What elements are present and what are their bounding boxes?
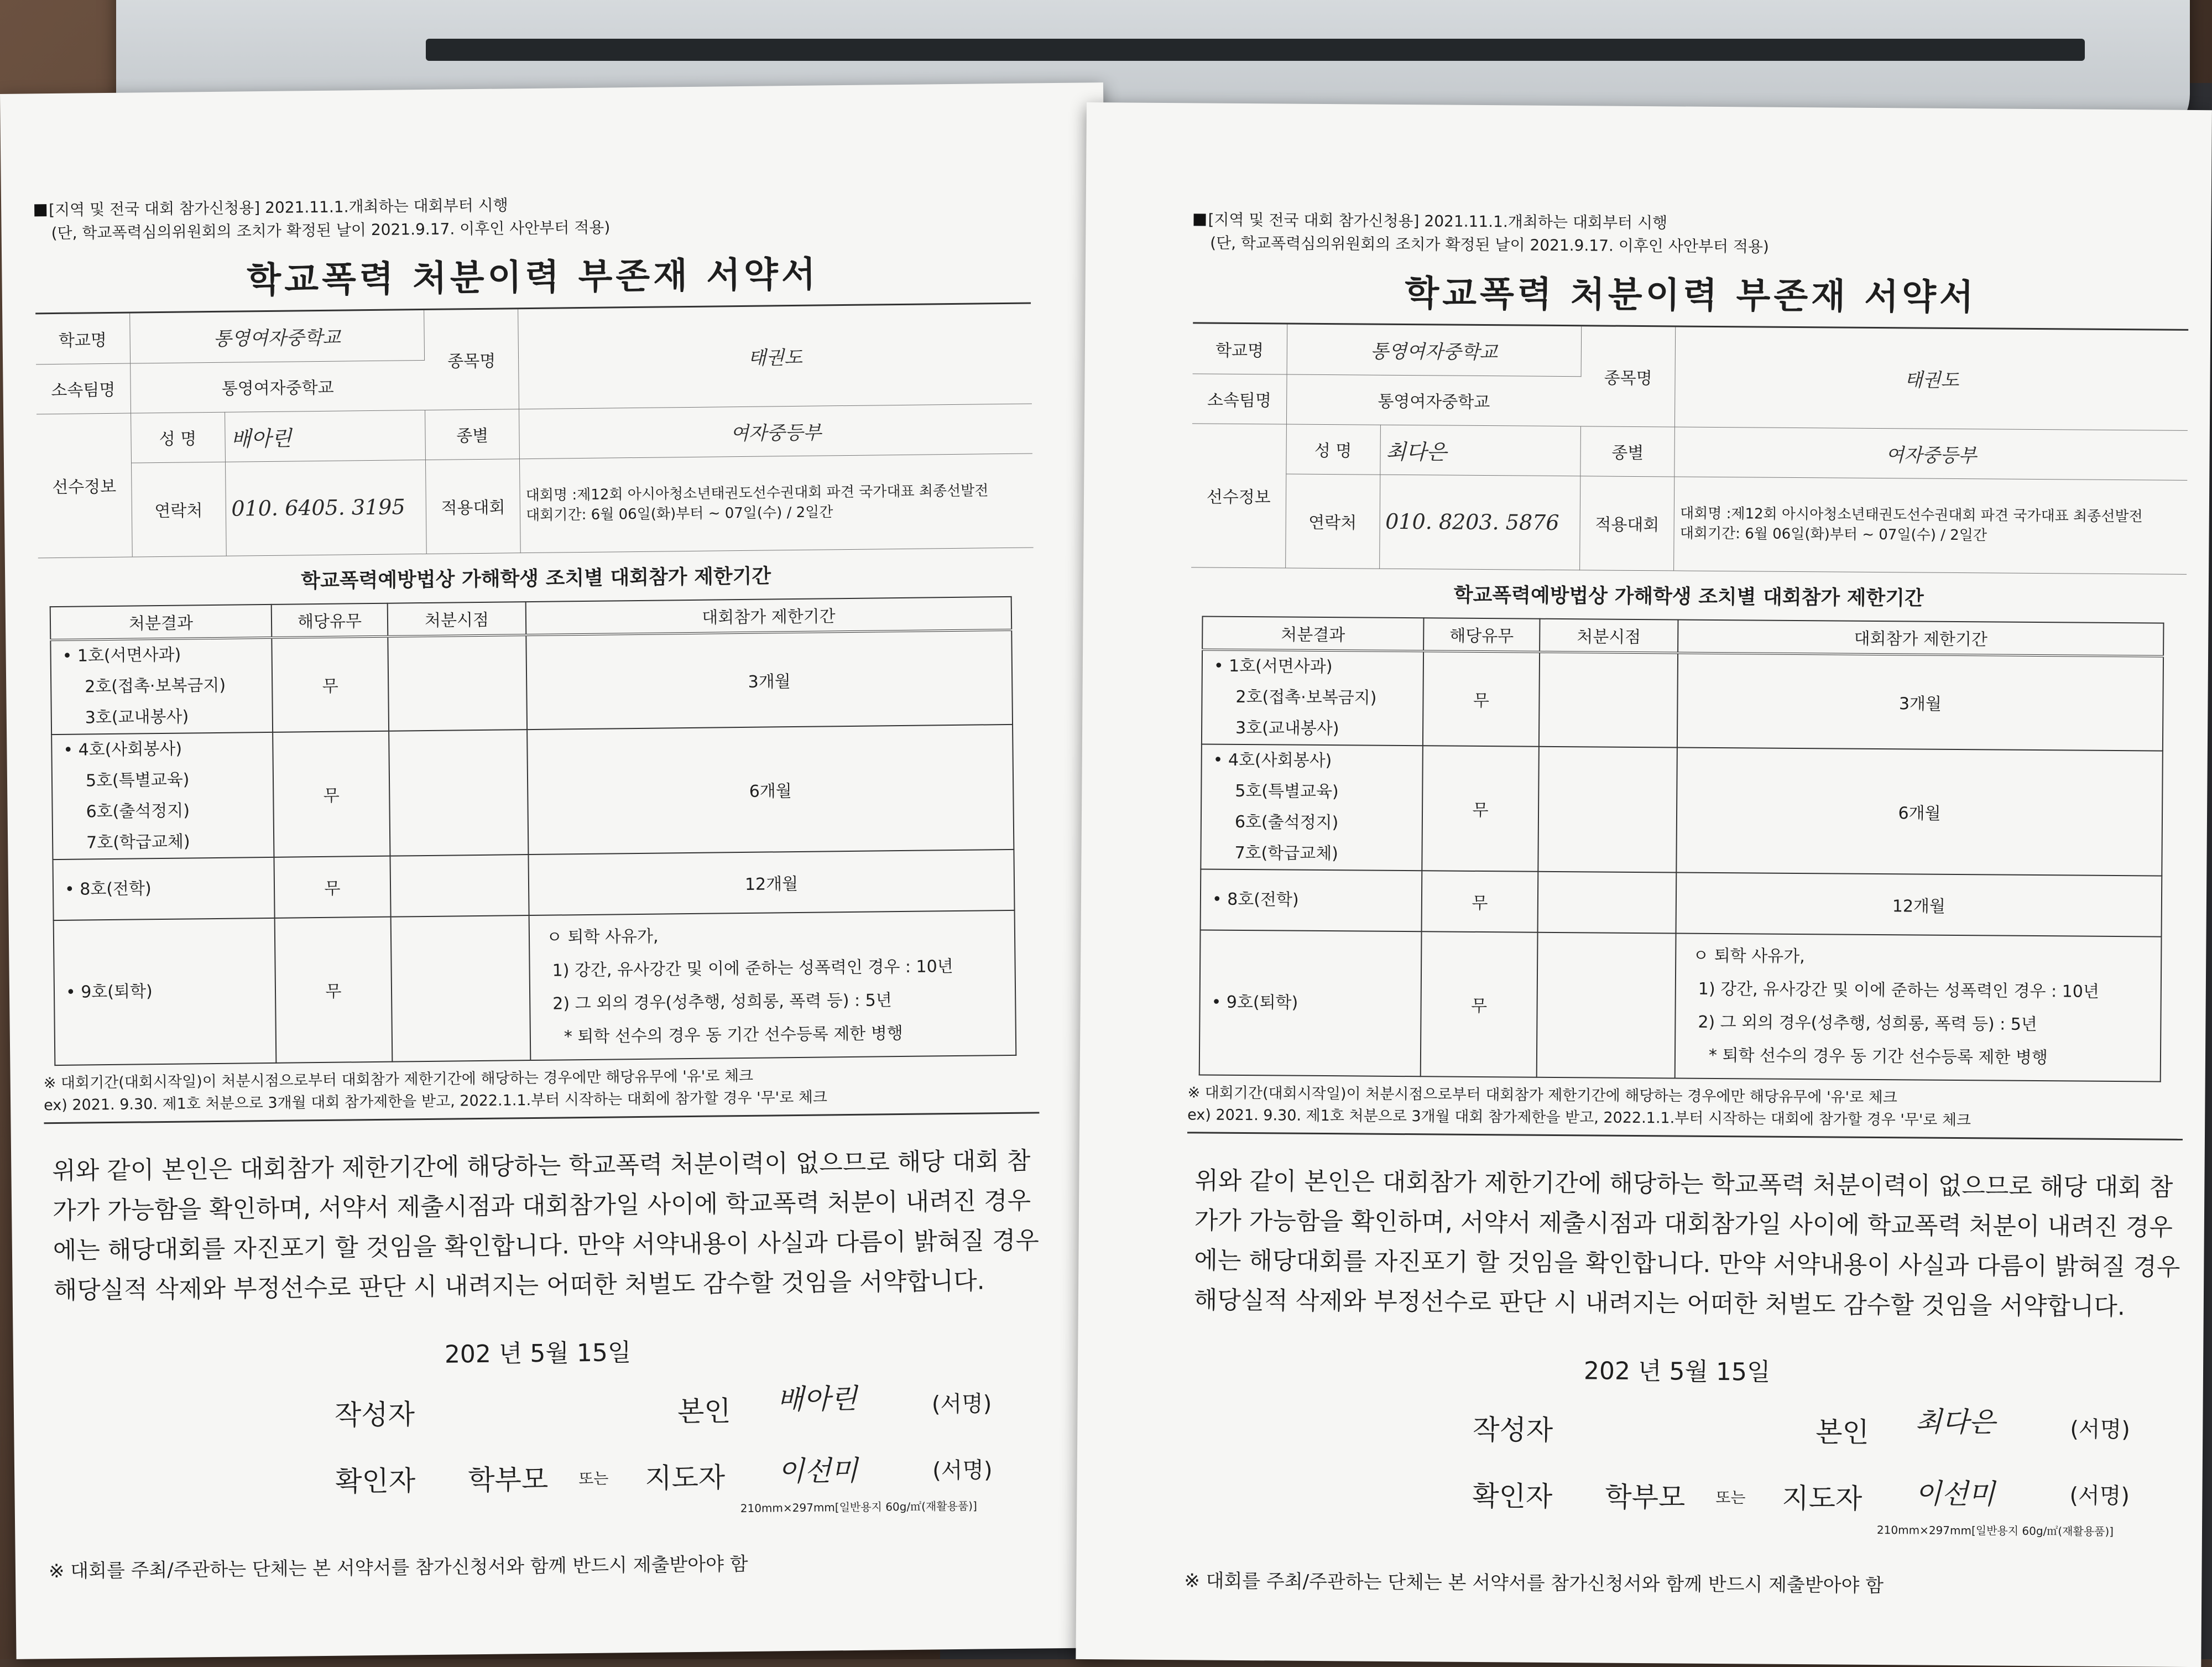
competition-period: 대회기간: 6월 06일(화)부터 ~ 07일(수) / 2일간 <box>1679 525 1987 544</box>
competition-period: 대회기간: 6월 06일(화)부터 ~ 07일(수) / 2일간 <box>526 504 833 524</box>
table-row <box>1202 649 2163 751</box>
expulsion-reason: ㅇ 퇴학 사유가, <box>546 926 659 947</box>
expulsion-reason: 1) 강간, 유사강간 및 이에 준하는 성폭력인 경우 : 10년 <box>1698 979 2100 1002</box>
limits-header: 처분결과 <box>1202 616 1423 651</box>
table-row <box>1201 869 2162 936</box>
or-label: 또는 <box>578 1469 609 1488</box>
sheet-content <box>1184 208 2189 1599</box>
competition-name: 대회명 :제12회 아시아청소년태권도선수권대회 파견 국가대표 최종선발전 <box>525 482 989 504</box>
limit-period: 3개월 <box>1677 653 2163 751</box>
disposition-item: • 1호(서면사과) <box>62 645 181 666</box>
laptop-hinge <box>426 39 2085 61</box>
disposition-date-cell <box>391 915 531 1062</box>
player-name-handwritten: 최다은 <box>1380 425 1580 476</box>
limit-period: 3개월 <box>526 629 1013 729</box>
confirmer-label: 확인자 <box>1472 1480 1553 1513</box>
pledge-sheet-right <box>1076 102 2212 1667</box>
pledge-text: 위와 같이 본인은 대회참가 제한기간에 해당하는 학교폭력 처분이력이 없으므로 해당 대회 참가가 가능함을 확인하며, 서약서 제출시점과 대회참가일 사이에 학교폭력 처분이 내려진 경우에는 해당대회를 자진포기 할 것임을 확인합니다. 만약 서약내용이 사실과 다름이 밝혀질 경우 해당실적 삭제와 부정선수로 판단 시 내려지는 어떠한 처벌도 감수할 것임을 서약합니다. <box>52 1147 1040 1305</box>
writer-label: 작성자 <box>334 1398 415 1431</box>
expulsion-reason: * 퇴학 선수의 경우 동 기간 선수등록 제한 병행 <box>564 1023 903 1046</box>
sign-label: (서명) <box>931 1390 992 1417</box>
disposition-item: 3호(교내봉사) <box>85 706 189 727</box>
expulsion-reason: 2) 그 외의 경우(성추행, 성희롱, 폭력 등) : 5년 <box>1698 1012 2037 1034</box>
event-value: 태권도 <box>518 304 1032 409</box>
footnote-1: ※ 대회기간(대회시작일)이 처분시점으로부터 대회참가 제한기간에 해당하는 경우에만 해당유무에 '유'로 체크 <box>1187 1083 1897 1106</box>
disposition-item: • 8호(전학) <box>53 857 274 920</box>
team-name: 통영여자중학교 <box>130 360 425 413</box>
disposition-date-cell <box>1537 932 1676 1078</box>
applicable-value: 무 <box>275 916 393 1062</box>
table-row <box>1201 744 2163 876</box>
competition-label: 적용대회 <box>426 459 521 554</box>
limits-table <box>1199 616 2164 1082</box>
writer-label: 작성자 <box>1473 1413 1553 1446</box>
category-label: 종별 <box>425 409 520 460</box>
limits-header: 대회참가 제한기간 <box>1678 619 2163 656</box>
footnote-2: ex) 2021. 9.30. 제1호 처분으로 3개월 대회 참가제한을 받고, 2022.1.1.부터 시작하는 대회에 참가할 경우 '무'로 체크 <box>1187 1106 1971 1129</box>
disposition-item: 2호(접촉·보복금지) <box>1235 687 1377 708</box>
category-label: 종별 <box>1580 426 1675 476</box>
disposition-item: 5호(특별교육) <box>85 769 190 790</box>
competition-label: 적용대회 <box>1580 476 1674 570</box>
form-title: 학교폭력 처분이력 부존재 서약서 <box>1405 273 1978 319</box>
applicable-value: 무 <box>272 636 389 732</box>
player-info-label: 선수정보 <box>1191 423 1286 567</box>
limit-period: 12개월 <box>1676 872 2162 936</box>
bottom-note: ※ 대회를 주최/주관하는 단체는 본 서약서를 참가신청서와 함께 반드시 제출받아야 함 <box>1184 1569 1884 1597</box>
player-name-handwritten: 배아린 <box>225 410 426 462</box>
disposition-item: 5호(특별교육) <box>1235 781 1339 801</box>
contact-handwritten: 010. 8203. 5876 <box>1379 475 1580 570</box>
disposition-item: • 4호(사회봉사) <box>63 739 182 760</box>
limits-header: 해당유무 <box>1423 618 1540 652</box>
form-title: 학교폭력 처분이력 부존재 서약서 <box>246 254 820 301</box>
event-value: 태권도 <box>1675 327 2189 430</box>
disposition-date-cell <box>388 635 527 731</box>
limits-header: 처분시점 <box>388 602 526 637</box>
limits-table <box>50 596 1017 1065</box>
expulsion-reason: * 퇴학 선수의 경우 동 기간 선수등록 제한 병행 <box>1708 1045 2048 1067</box>
limits-header: 대회참가 제한기간 <box>526 596 1012 634</box>
disposition-item: 6호(출석정지) <box>86 800 190 821</box>
limits-title: 학교폭력예방법상 가해학생 조치별 대회참가 제한기간 <box>1453 584 1924 610</box>
team-label: 소속팀명 <box>36 363 131 414</box>
sign-label: (서명) <box>2070 1416 2130 1442</box>
coach-signature: 이선미 <box>1914 1477 1995 1510</box>
bottom-note: ※ 대회를 주최/주관하는 단체는 본 서약서를 참가신청서와 함께 반드시 제출받아야 함 <box>48 1553 748 1582</box>
confirmer-row <box>1185 1472 2180 1523</box>
school-label: 학교명 <box>1193 324 1287 374</box>
disposition-item: 2호(접촉·보복금지) <box>85 675 226 696</box>
applicable-value: 무 <box>1423 651 1540 746</box>
disposition-item: • 9호(퇴학) <box>1199 930 1422 1076</box>
paper-spec: 210mm×297mm[일반용지 60g/㎡(재활용품)] <box>740 1499 977 1515</box>
table-row <box>1199 930 2162 1081</box>
disposition-item: • 4호(사회봉사) <box>1213 750 1332 770</box>
applicable-value: 무 <box>274 856 390 918</box>
disposition-item: 3호(교내봉사) <box>1235 718 1339 738</box>
disposition-item: • 9호(퇴학) <box>54 918 276 1065</box>
footnote-2: ex) 2021. 9.30. 제1호 처분으로 3개월 대회 참가제한을 받고, 2022.1.1.부터 시작하는 대회에 참가할 경우 '무'로 체크 <box>43 1088 828 1114</box>
applicable-value: 무 <box>1422 746 1539 871</box>
disposition-date-cell <box>1538 871 1677 933</box>
signature-date: 202 년 5월 15일 <box>444 1338 632 1369</box>
sign-label: (서명) <box>932 1457 993 1483</box>
header-note <box>1193 208 2189 262</box>
contact-label: 연락처 <box>1285 474 1380 569</box>
school-name: 통영여자중학교 <box>129 310 425 363</box>
disposition-item: 6호(출석정지) <box>1234 812 1339 832</box>
event-label: 종목명 <box>424 309 519 410</box>
coach-label: 지도자 <box>1782 1482 1863 1515</box>
disposition-date-cell <box>390 855 529 917</box>
team-label: 소속팀명 <box>1192 373 1287 424</box>
square-bullet-icon <box>34 204 46 216</box>
divider <box>1187 1132 2183 1140</box>
expulsion-reason: 1) 강간, 유사강간 및 이에 준하는 성폭력인 경우 : 10년 <box>552 956 953 981</box>
self-signature: 최다은 <box>1915 1405 1996 1439</box>
coach-signature: 이선미 <box>777 1454 858 1487</box>
limits-header: 처분시점 <box>1540 618 1678 653</box>
disposition-item: 7호(학급교체) <box>1234 843 1339 863</box>
table-row <box>54 910 1016 1065</box>
sheet-content <box>34 189 1044 1583</box>
header-line-1: [지역 및 전국 대회 참가신청용] 2021.11.1.개최하는 대회부터 시행 <box>49 196 508 220</box>
coach-label: 지도자 <box>644 1461 726 1494</box>
contact-label: 연락처 <box>131 462 226 557</box>
self-label: 본인 <box>1815 1415 1870 1449</box>
paper-spec: 210mm×297mm[일반용지 60g/㎡(재활용품)] <box>1876 1523 2114 1538</box>
player-info-label: 선수정보 <box>36 413 132 558</box>
limits-header: 해당유무 <box>272 603 388 637</box>
disposition-item: 7호(학급교체) <box>86 831 190 852</box>
pledge-text: 위와 같이 본인은 대회참가 제한기간에 해당하는 학교폭력 처분이력이 없으므로 해당 대회 참가가 가능함을 확인하며, 서약서 제출시점과 대회참가일 사이에 학교폭력 처분이 내려진 경우에는 해당대회를 자진포기 할 것임을 확인합니다. 만약 서약내용이 사실과 다름이 밝혀질 경우 해당실적 삭제와 부정선수로 판단 시 내려지는 어떠한 처벌도 감수할 것임을 서약합니다. <box>1193 1166 2180 1321</box>
event-label: 종목명 <box>1581 326 1676 426</box>
self-label: 본인 <box>677 1394 731 1428</box>
parent-label: 학부모 <box>1605 1481 1686 1514</box>
applicable-value: 무 <box>1422 871 1538 932</box>
writer-row <box>1185 1405 2181 1457</box>
square-bullet-icon <box>1193 213 1206 226</box>
name-label: 성 명 <box>1286 424 1380 475</box>
competition-name: 대회명 :제12회 아시아청소년태권도선수권대회 파견 국가대표 최종선발전 <box>1679 505 2143 525</box>
table-row <box>50 629 1013 734</box>
info-table <box>1191 324 2188 574</box>
confirmer-label: 확인자 <box>335 1464 416 1498</box>
sign-label: (서명) <box>2069 1482 2130 1509</box>
info-table <box>35 304 1034 558</box>
category-value: 여자중등부 <box>519 403 1032 459</box>
expulsion-reason: ㅇ 퇴학 사유가, <box>1693 946 1805 966</box>
disposition-date-cell <box>1538 746 1677 872</box>
limits-header: 처분결과 <box>50 604 272 639</box>
limit-period: 6개월 <box>1676 747 2163 876</box>
header-line-1: [지역 및 전국 대회 참가신청용] 2021.11.1.개최하는 대회부터 시행 <box>1208 210 1668 232</box>
school-name: 통영여자중학교 <box>1287 325 1582 377</box>
table-row <box>53 849 1014 920</box>
table-row <box>51 724 1014 859</box>
self-signature: 배아린 <box>776 1382 857 1415</box>
disposition-item: • 8호(전학) <box>1201 869 1422 931</box>
limit-period: 12개월 <box>528 849 1014 915</box>
header-line-2: (단, 학교폭력심의위원회의 조치가 확정된 날이 2021.9.17. 이후인 사안부터 적용) <box>51 218 611 243</box>
contact-handwritten: 010. 6405. 3195 <box>225 460 426 556</box>
header-note <box>34 189 1030 246</box>
disposition-date-cell <box>1539 652 1678 747</box>
school-label: 학교명 <box>35 314 130 364</box>
pledge-sheet-left <box>0 82 1120 1659</box>
name-label: 성 명 <box>131 412 225 463</box>
category-value: 여자중등부 <box>1674 426 2188 480</box>
signature-date: 202 년 5월 15일 <box>1583 1356 1771 1387</box>
or-label: 또는 <box>1715 1488 1746 1507</box>
disposition-item: • 1호(서면사과) <box>1213 656 1333 676</box>
applicable-value: 무 <box>1421 931 1538 1077</box>
header-line-2: (단, 학교폭력심의위원회의 조치가 확정된 날이 2021.9.17. 이후인 사안부터 적용) <box>1210 233 1770 256</box>
limit-period: 6개월 <box>527 724 1014 854</box>
limits-title: 학교폭력예방법상 가해학생 조치별 대회참가 제한기간 <box>301 564 771 592</box>
applicable-value: 무 <box>273 731 390 857</box>
footnote-1: ※ 대회기간(대회시작일)이 처분시점으로부터 대회참가 제한기간에 해당하는 경우에만 해당유무에 '유'로 체크 <box>43 1067 754 1092</box>
parent-label: 학부모 <box>467 1463 549 1496</box>
expulsion-reason: 2) 그 외의 경우(성추행, 성희롱, 폭력 등) : 5년 <box>552 990 892 1014</box>
writer-row <box>47 1382 1043 1440</box>
disposition-date-cell <box>389 730 528 856</box>
team-name: 통영여자중학교 <box>1286 374 1581 426</box>
